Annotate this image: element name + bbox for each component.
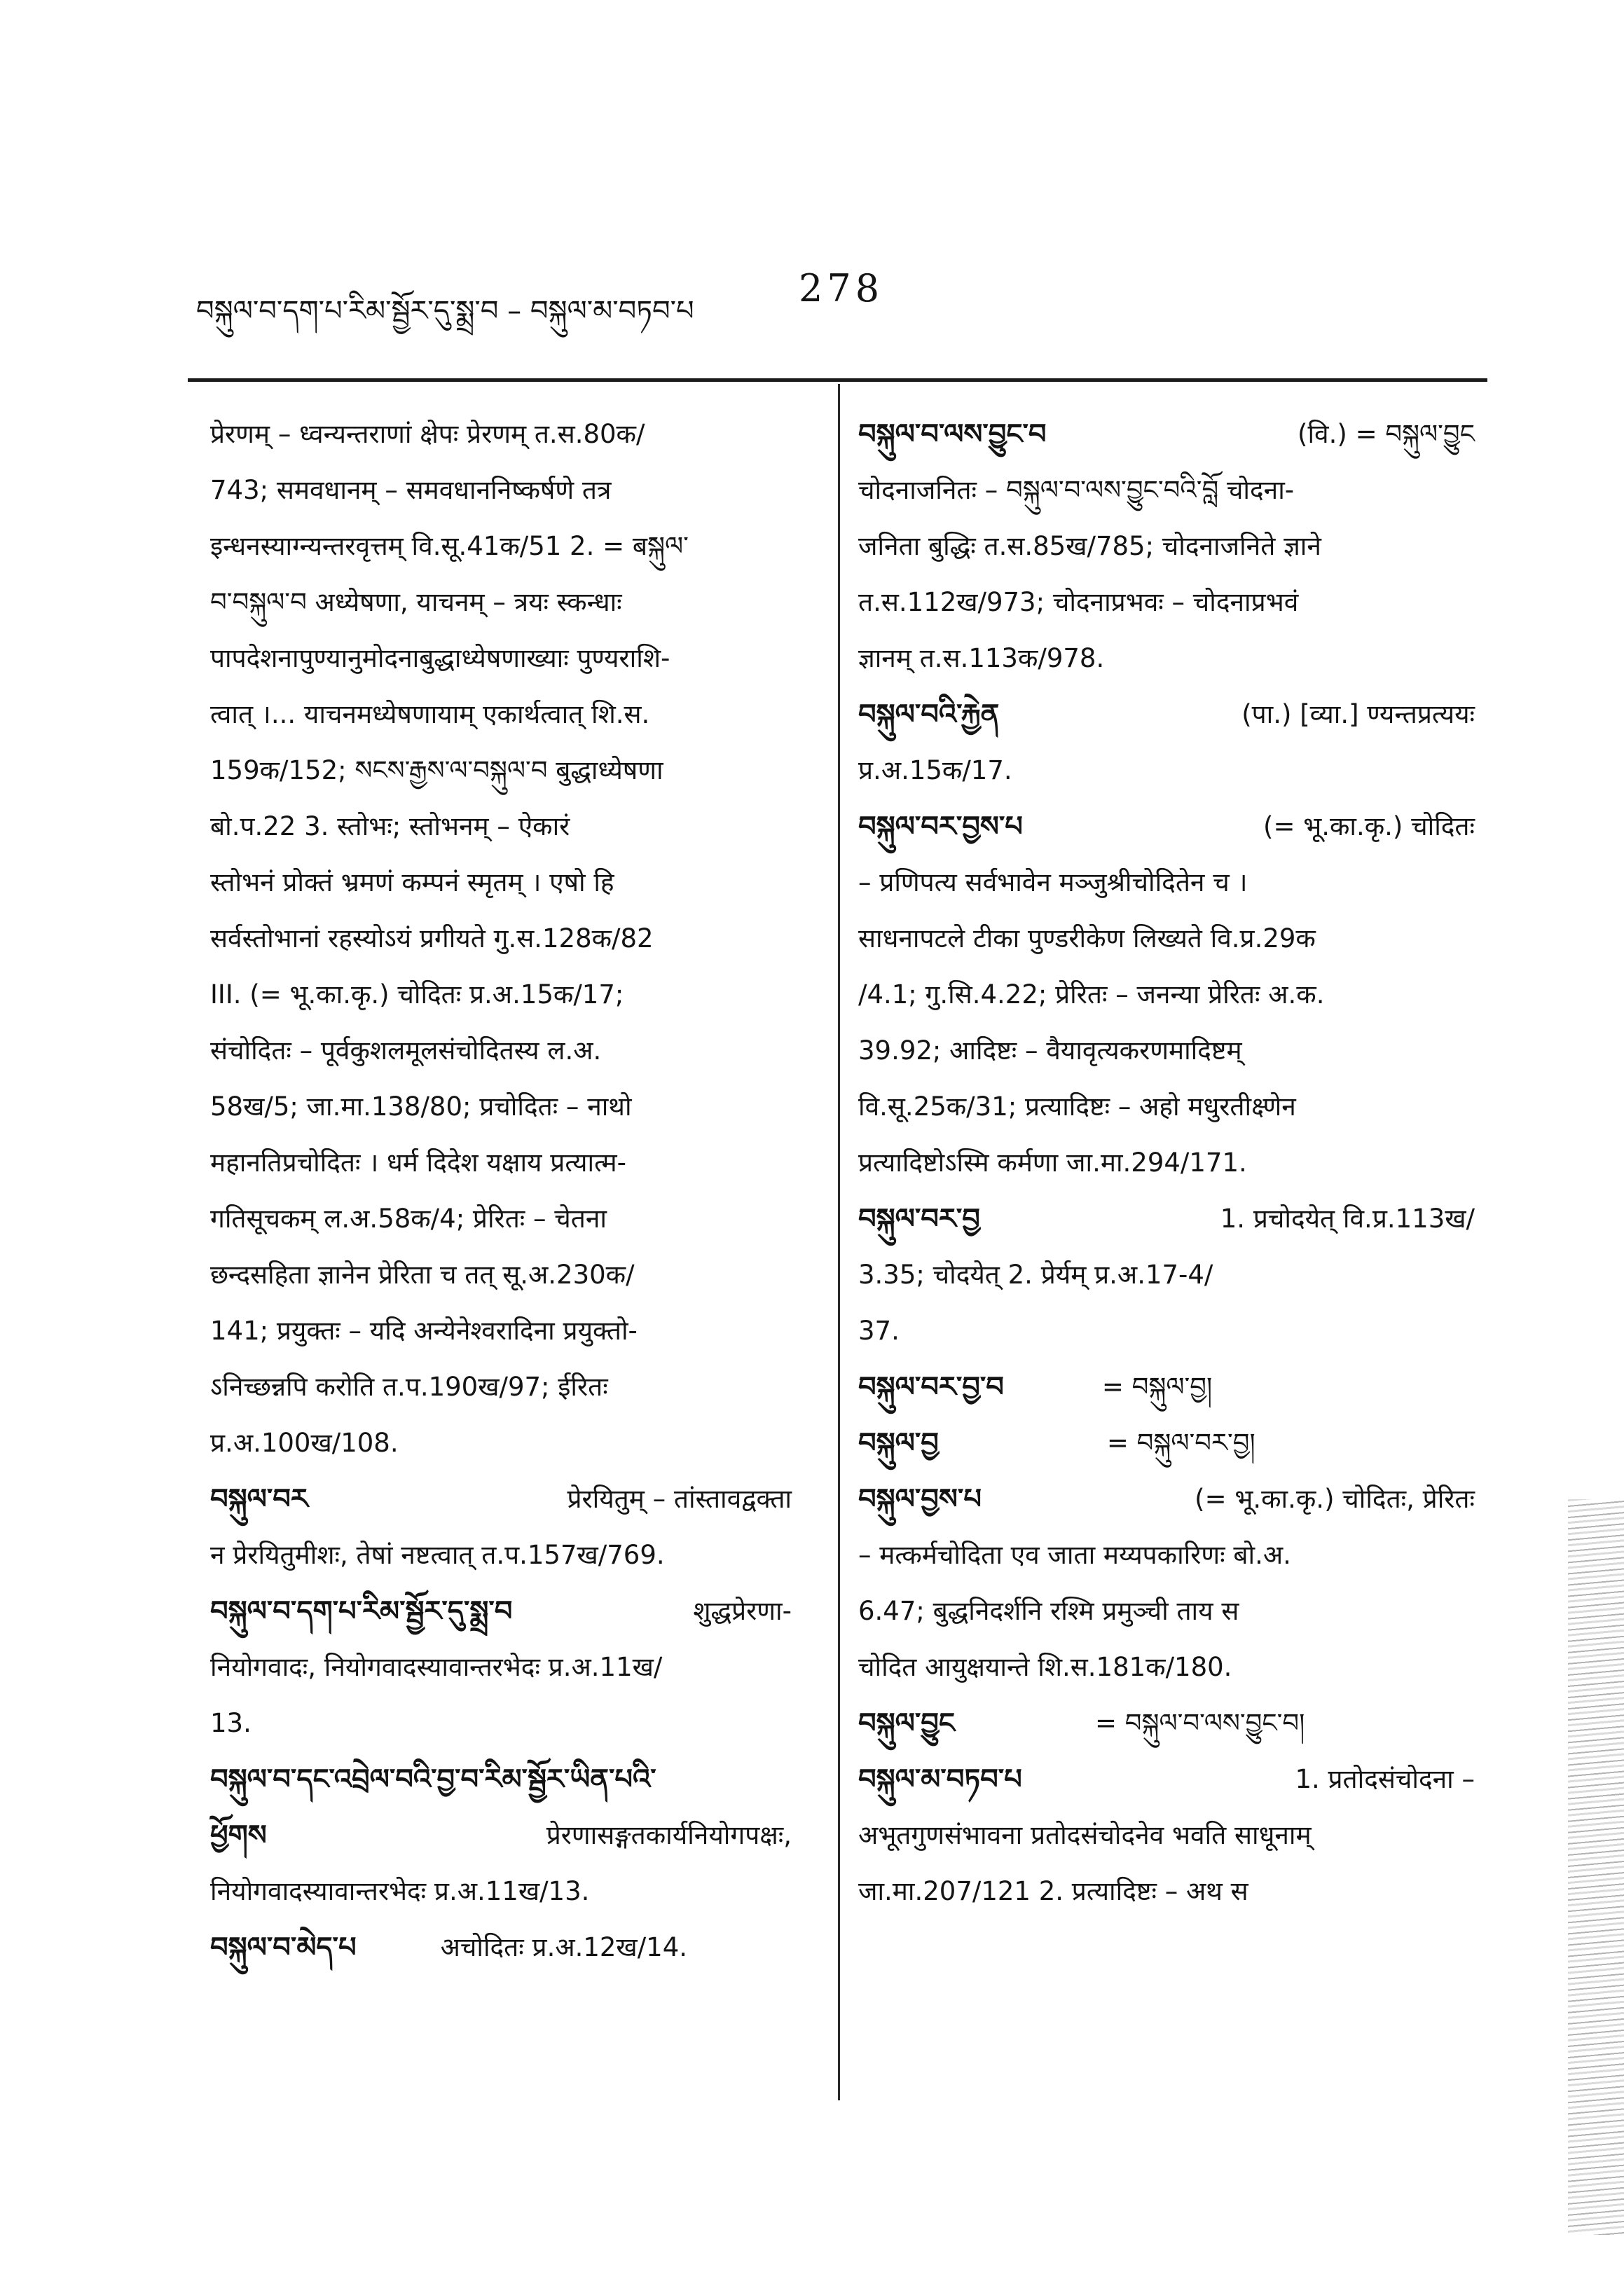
entry-headword-row [858, 1695, 1475, 1751]
text-line: साधनापटले टीका पुण्डरीकेण लिख्यते वि.प्र.29क [858, 923, 1316, 953]
entry-term: བསྐུལ་བ་ལས་བྱུང་བ [858, 418, 1047, 450]
text-line: चोदनाजनितः – བསྐུལ་བ་ལས་བྱུང་བའི་བློ चोदना- [858, 475, 1295, 505]
entry-gloss: 1. प्रचोदयेत् वि.प्र.113ख/ [1220, 1204, 1475, 1234]
text-line: III. (= भू.का.कृ.) चोदितः प्र.अ.15क/17; [210, 979, 624, 1010]
entry-term: བསྐུལ་བར་བྱ [858, 1203, 980, 1235]
page-header [196, 266, 1513, 327]
dictionary-entry [858, 1415, 1475, 1471]
text-line: न प्रेरयितुमीशः, तेषां नष्टत्वात् त.प.157ख/769. [210, 1540, 665, 1570]
text-line: जनिता बुद्धिः त.स.85ख/785; चोदनाजनिते ज्ञाने [858, 531, 1321, 561]
text-line: 39.92; आदिष्टः – वैयावृत्यकरणमादिष्टम् [858, 1035, 1242, 1066]
text-line: प्रत्यादिष्टोऽस्मि कर्मणा जा.मा.294/171. [858, 1148, 1247, 1178]
entry-gloss: = བསྐུལ་བར་བྱ། [1106, 1428, 1255, 1458]
text-line: सर्वस्तोभानां रहस्योऽयं प्रगीयते गु.स.128क/82 [210, 923, 654, 953]
text-line: 743; समवधानम् – समवधाननिष्कर्षणे तत्र [210, 475, 612, 505]
text-line: ज्ञानम् त.स.113क/978. [858, 643, 1105, 673]
dictionary-entry [858, 1471, 1475, 1695]
text-line: स्तोभनं प्रोक्तं भ्रमणं कम्पनं स्मृतम् । एषो हि [210, 867, 614, 897]
text-line: 58ख/5; जा.मा.138/80; प्रचोदितः – नाथो [210, 1092, 632, 1122]
text-line: /4.1; गु.सि.4.22; प्रेरितः – जनन्या प्रेरितः अ.क. [858, 979, 1325, 1010]
entry-headword-row [858, 1359, 1475, 1415]
entry-gloss: (वि.) = བསྐུལ་བྱུང [1298, 419, 1475, 449]
text-line: त.स.112ख/973; चोदनाप्रभवः – चोदनाप्रभवं [858, 587, 1299, 617]
text-line: जा.मा.207/121 2. प्रत्यादिष्टः – अथ स [858, 1876, 1248, 1906]
entry-headword-row [858, 687, 1475, 743]
scanned-page-edge [1568, 1499, 1624, 2235]
entry-gloss: = བསྐུལ་བྱ། [1101, 1372, 1213, 1402]
column-divider [838, 384, 840, 2100]
text-line: बो.प.22 3. स्तोभः; स्तोभनम् – ऐकारं [210, 811, 570, 841]
text-line: 159क/152; སངས་རྒྱས་ལ་བསྐུལ་བ बुद्धाध्येषणा [210, 755, 663, 785]
entry-term: བསྐུལ་བྱས་པ [858, 1483, 982, 1515]
text-line: महानतिप्रचोदितः । धर्म दिदेश यक्षाय प्रत्यात्म- [210, 1148, 626, 1178]
text-line: अभूतगुणसंभावना प्रतोदसंचोदनेव भवति साधूनाम् [858, 1820, 1312, 1850]
dictionary-entry [858, 687, 1475, 799]
entry-headword-row [210, 1471, 792, 1527]
dictionary-entry [858, 1191, 1475, 1359]
text-line: नियोगवादस्यावान्तरभेदः प्र.अ.11ख/13. [210, 1876, 590, 1906]
text-line: བ་བསྐུལ་བ अध्येषणा, याचनम् – त्रयः स्कन्धाः [210, 587, 622, 617]
entry-headword-row [858, 1751, 1475, 1808]
dictionary-entry [858, 406, 1475, 687]
text-line: संचोदितः – पूर्वकुशलमूलसंचोदितस्य ल.अ. [210, 1035, 602, 1066]
entry-term: བསྐུལ་བྱུང [858, 1707, 955, 1740]
text-line: – मत्कर्मचोदिता एव जाता मय्यपकारिणः बो.अ. [858, 1540, 1291, 1570]
text-line: त्वात् ।... याचनमध्येषणायाम् एकार्थत्वात् शि.स. [210, 699, 650, 729]
entry-headword-row [210, 1920, 792, 1976]
dictionary-entry [858, 1751, 1475, 1920]
text-line: नियोगवादः, नियोगवादस्यावान्तरभेदः प्र.अ.11ख/ [210, 1652, 663, 1682]
entry-headword-row [210, 1808, 792, 1864]
text-line: प्र.अ.100ख/108. [210, 1428, 399, 1458]
entry-gloss: शुद्धप्रेरणा- [693, 1596, 792, 1626]
entry-gloss: 1. प्रतोदसंचोदना – [1295, 1764, 1475, 1794]
text-line: प्र.अ.15क/17. [858, 755, 1012, 785]
entry-gloss: (= भू.का.कृ.) चोदितः [1263, 811, 1475, 841]
entry-gloss: (पा.) [व्या.] ण्यन्तप्रत्ययः [1241, 699, 1475, 729]
entry-headword-row [210, 1751, 792, 1808]
text-line: 3.35; चोदयेत् 2. प्रेर्यम् प्र.अ.17-4/ [858, 1260, 1213, 1290]
right-column [858, 406, 1475, 1920]
entry-term: བསྐུལ་བར [210, 1483, 308, 1515]
dictionary-entry [858, 1695, 1475, 1751]
entry-gloss: (= भू.का.कृ.) चोदितः, प्रेरितः [1195, 1484, 1475, 1514]
continued-entry [210, 406, 792, 1471]
text-line: 37. [858, 1316, 900, 1346]
entry-term: བསྐུལ་བར་བྱས་པ [858, 811, 1023, 843]
entry-term-cont: ཕྱོགས [210, 1819, 267, 1852]
entry-gloss: प्रेरणासङ्गतकार्यनियोगपक्षः, [546, 1820, 792, 1850]
text-line: चोदित आयुक्षयान्ते शि.स.181क/180. [858, 1652, 1232, 1682]
text-line: इन्धनस्याग्न्यन्तरवृत्तम् वि.सू.41क/51 2. = बསྐུལ་ [210, 531, 689, 561]
header-rule [188, 378, 1487, 382]
page-number: 278 [799, 266, 884, 310]
entry-gloss: प्रेरयितुम् – तांस्तावद्वक्ता [567, 1484, 792, 1514]
text-line: 141; प्रयुक्तः – यदि अन्येनेश्वरादिना प्रयुक्तो- [210, 1316, 638, 1346]
text-line: वि.सू.25क/31; प्रत्यादिष्टः – अहो मधुरतीक्ष्णेन [858, 1092, 1296, 1122]
entry-headword-row [858, 799, 1475, 855]
entry-term: བསྐུལ་བ་དག་པ་རིམ་སྦྱོར་དུ་སྨྲ་བ [210, 1595, 513, 1627]
entry-headword-row [858, 1191, 1475, 1247]
text-line: 6.47; बुद्धनिदर्शनि रश्मि प्रमुञ्ची ताय स [858, 1596, 1239, 1626]
entry-headword-row [858, 406, 1475, 462]
entry-term: བསྐུལ་བར་བྱ་བ [858, 1371, 1004, 1403]
left-column [210, 406, 792, 1976]
entry-gloss: = བསྐུལ་བ་ལས་བྱུང་བ། [1095, 1708, 1305, 1738]
text-line: पापदेशनापुण्यानुमोदनाबुद्धाध्येषणाख्याः पुण्यराशि- [210, 643, 670, 673]
text-line: ऽनिच्छन्नपि करोति त.प.190ख/97; ईरितः [210, 1372, 608, 1402]
text-line: – प्रणिपत्य सर्वभावेन मञ्जुश्रीचोदितेन च । [858, 867, 1248, 897]
running-head: བསྐུལ་བ་དག་པ་རིམ་སྦྱོར་དུ་སྨྲ་བ – བསྐུལ་མ་བཏབ་པ [196, 295, 694, 327]
dictionary-entry [210, 1751, 792, 1920]
entry-term: བསྐུལ་བ་མེད་པ [210, 1932, 357, 1964]
entry-gloss: अचोदितः प्र.अ.12ख/14. [440, 1932, 688, 1962]
text-line: प्रेरणम् – ध्वन्यन्तराणां क्षेपः प्रेरणम् त.स.80क/ [210, 419, 645, 449]
entry-headword-row [858, 1471, 1475, 1527]
entry-headword-row [858, 1415, 1475, 1471]
entry-term: བསྐུལ་མ་བཏབ་པ [858, 1763, 1022, 1796]
dictionary-entry [210, 1583, 792, 1751]
entry-term: བསྐུལ་བ་དང་འབྲེལ་བའི་བྱ་བ་རིམ་སྦྱོར་ཡིན་པའི་ [210, 1763, 656, 1796]
entry-term: བསྐུལ་བྱ [858, 1427, 939, 1459]
entry-headword-row [210, 1583, 792, 1639]
text-line: 13. [210, 1708, 252, 1738]
text-line: गतिसूचकम् ल.अ.58क/4; प्रेरितः – चेतना [210, 1204, 607, 1234]
dictionary-entry [858, 799, 1475, 1191]
dictionary-entry [210, 1920, 792, 1976]
dictionary-entry [858, 1359, 1475, 1415]
entry-term: བསྐུལ་བའི་རྐྱེན [858, 698, 1000, 731]
text-line: छन्दसहिता ज्ञानेन प्रेरिता च तत् सू.अ.230क/ [210, 1260, 635, 1290]
dictionary-entry [210, 1471, 792, 1583]
